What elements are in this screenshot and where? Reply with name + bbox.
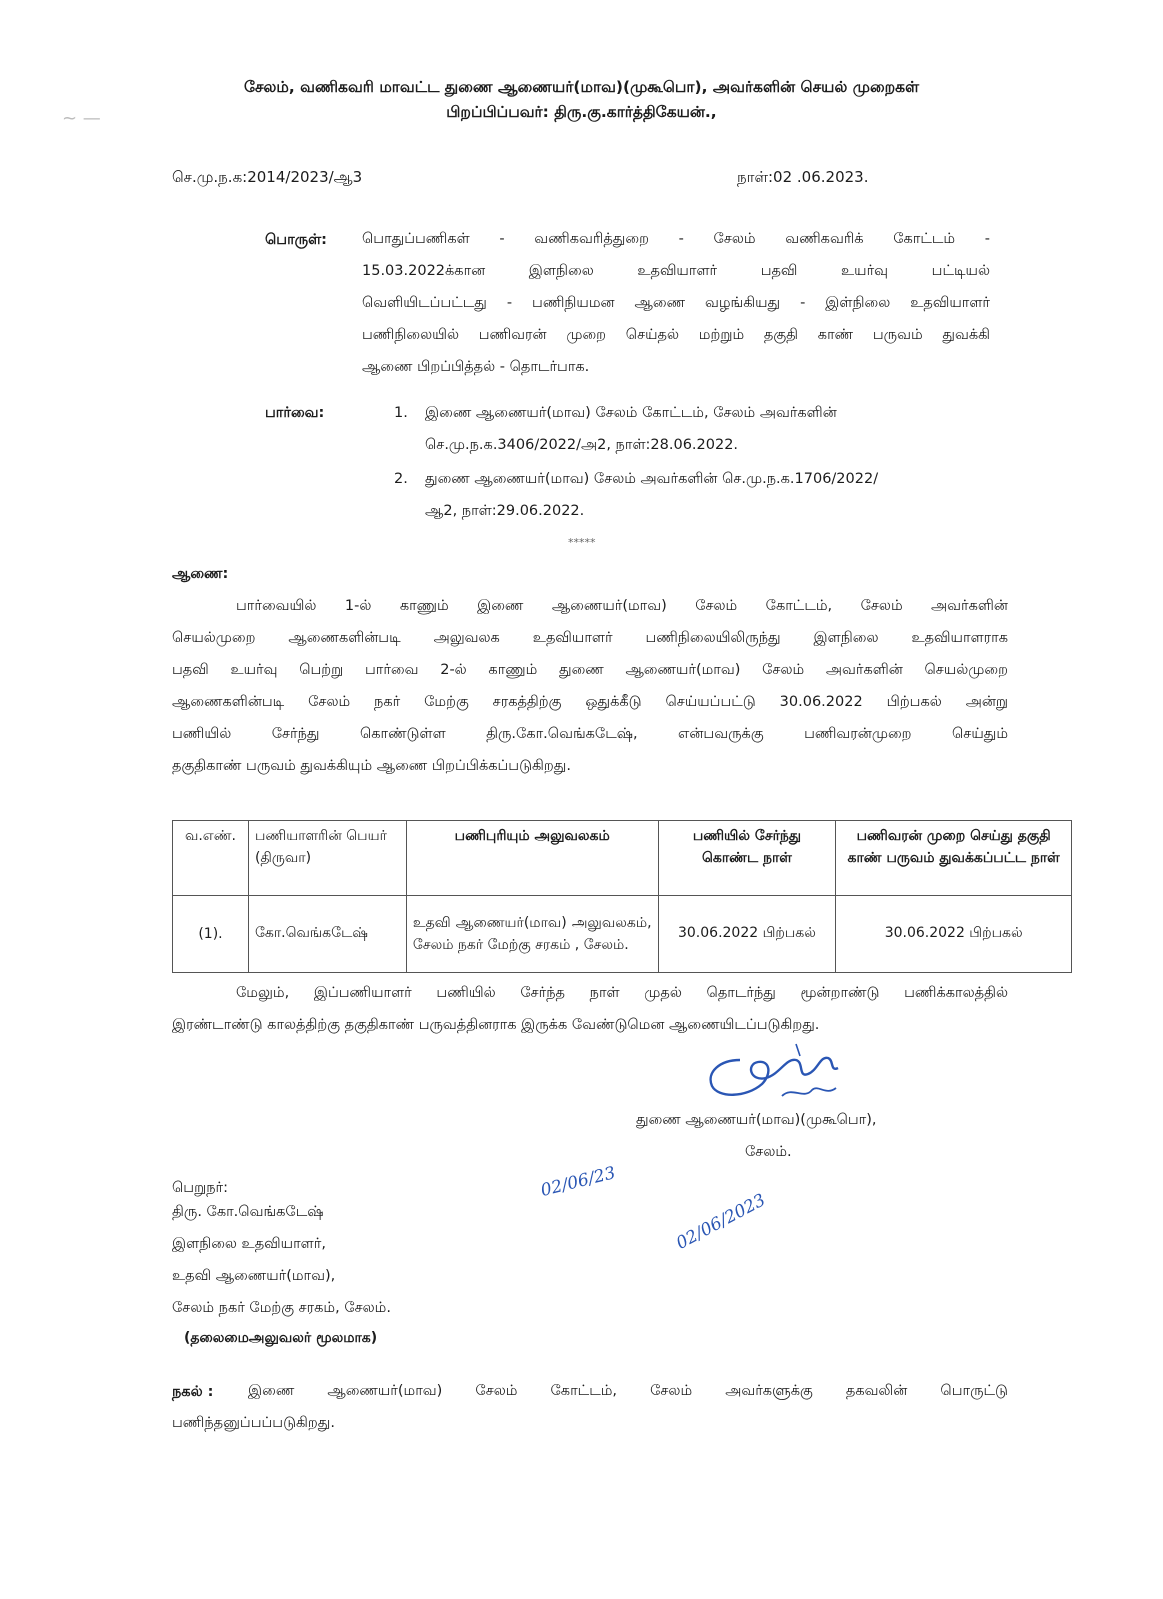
copy-line: இணை ஆணையர்(மாவ) சேலம் கோட்டம், சேலம் அவர்களுக்கு தகவலின் பொருட்டு: [248, 1383, 1008, 1399]
recipient-line: உதவி ஆணையர்(மாவ),: [172, 1268, 336, 1284]
further-order-line: மேலும், இப்பணியாளர் பணியில் சேர்ந்த நாள் முதல் தொடர்ந்து மூன்றாண்டு பணிக்காலத்தில்: [236, 985, 1008, 1001]
recipient-label: பெறுநர்:: [172, 1180, 228, 1196]
col-header-name: பணியாளரின் பெயர் (திருவா): [248, 821, 406, 896]
recipient-via: (தலைமைஅலுவலர் மூலமாக): [184, 1330, 378, 1346]
recipient-line: திரு. கோ.வெங்கடேஷ்: [172, 1204, 324, 1220]
scan-mark: ~ —: [62, 108, 101, 129]
officer-signature: [700, 1038, 860, 1118]
subject-line: பணிநிலையில் பணிவரன் முறை செய்தல் மற்றும் தகுதி காண் பருவம் துவக்கி: [362, 327, 990, 343]
cell-sno: (1).: [173, 896, 249, 973]
cell-name: கோ.வெங்கடேஷ்: [248, 896, 406, 973]
signatory-place: சேலம்.: [745, 1144, 792, 1160]
col-header-sno: வ.எண்.: [173, 821, 249, 896]
separator-stars: *****: [568, 536, 596, 549]
order-label: ஆணை:: [172, 566, 229, 582]
handwritten-date-1: 02/06/23: [538, 1163, 618, 1201]
order-paragraph-line: பதவி உயர்வு பெற்று பார்வை 2-ல் காணும் துணை ஆணையர்(மாவ) சேலம் அவர்களின் செயல்முறை: [172, 662, 1008, 678]
cell-regularized: 30.06.2022 பிற்பகல்: [836, 896, 1072, 973]
copy-label: நகல் :: [172, 1384, 214, 1400]
subject-label: பொருள்:: [265, 232, 327, 248]
order-paragraph-line: பார்வையில் 1-ல் காணும் இணை ஆணையர்(மாவ) சேலம் கோட்டம், சேலம் அவர்களின்: [236, 598, 1008, 614]
col-header-office: பணிபுரியும் அலுவலகம்: [406, 821, 658, 896]
further-order-line: இரண்டாண்டு காலத்திற்கு தகுதிகாண் பருவத்தினராக இருக்க வேண்டுமென ஆணையிடப்படுகிறது.: [172, 1017, 820, 1033]
table-row: [173, 896, 1072, 973]
subject-line: வெளியிடப்பட்டது - பணிநியமன ஆணை வழங்கியது - இள்நிலை உதவியாளர்: [362, 295, 990, 311]
order-paragraph-line: செயல்முறை ஆணைகளின்படி அலுவலக உதவியாளர் பணிநிலையிலிருந்து இளநிலை உதவியாளராக: [172, 630, 1008, 646]
handwritten-date-2: 02/06/2023: [673, 1190, 769, 1254]
subject-line: 15.03.2022க்கான இளநிலை உதவியாளர் பதவி உயர்வு பட்டியல்: [362, 263, 990, 279]
reference-item-2: துணை ஆணையர்(மாவ) சேலம் அவர்களின் செ.மு.ந.க.1706/2022/: [425, 471, 879, 487]
reference-number-2: 2.: [394, 471, 408, 487]
copy-line: பணிந்தனுப்பப்படுகிறது.: [172, 1415, 335, 1431]
document-title: சேலம், வணிகவரி மாவட்ட துணை ஆணையர்(மாவ)(முகூபொ), அவர்களின் செயல் முறைகள்: [243, 78, 920, 96]
personnel-table: [172, 820, 1072, 973]
order-paragraph-line: ஆணைகளின்படி சேலம் நகர் மேற்கு சரகத்திற்கு ஒதுக்கீடு செய்யப்பட்டு 30.06.2022 பிற்பகல் அன்று: [172, 694, 1008, 710]
reference-item-2-cont: ஆ2, நாள்:29.06.2022.: [425, 503, 585, 519]
recipient-line: இளநிலை உதவியாளர்,: [172, 1236, 326, 1252]
subject-line: ஆணை பிறப்பித்தல் - தொடர்பாக.: [362, 359, 590, 375]
table-header-row: [173, 821, 1072, 896]
signatory-designation: துணை ஆணையர்(மாவ)(முகூபொ),: [636, 1112, 877, 1128]
reference-item-1: இணை ஆணையர்(மாவ) சேலம் கோட்டம், சேலம் அவர்களின்: [425, 405, 837, 421]
col-header-regularized: பணிவரன் முறை செய்து தகுதி காண் பருவம் துவக்கப்பட்ட நாள்: [836, 821, 1072, 896]
reference-item-1-cont: செ.மு.ந.க.3406/2022/அ2, நாள்:28.06.2022.: [425, 437, 739, 453]
subject-line: பொதுப்பணிகள் - வணிகவரித்துறை - சேலம் வணிகவரிக் கோட்டம் -: [362, 231, 990, 247]
reference-number: செ.மு.ந.க:2014/2023/ஆ3: [172, 168, 363, 186]
cell-office: உதவி ஆணையர்(மாவ) அலுவலகம், சேலம் நகர் மேற்கு சரகம் , சேலம்.: [406, 896, 658, 973]
references-label: பார்வை:: [265, 405, 325, 421]
recipient-line: சேலம் நகர் மேற்கு சரகம், சேலம்.: [172, 1300, 391, 1316]
reference-number-1: 1.: [394, 405, 408, 421]
document-date: நாள்:02 .06.2023.: [737, 168, 869, 186]
col-header-joined: பணியில் சேர்ந்து கொண்ட நாள்: [658, 821, 836, 896]
cell-joined: 30.06.2022 பிற்பகல்: [658, 896, 836, 973]
order-paragraph-line: தகுதிகாண் பருவம் துவக்கியும் ஆணை பிறப்பிக்கப்படுகிறது.: [172, 758, 571, 774]
order-paragraph-line: பணியில் சேர்ந்து கொண்டுள்ள திரு.கோ.வெங்கடேஷ், என்பவருக்கு பணிவரன்முறை செய்தும்: [172, 726, 1008, 742]
issuer-line: பிறப்பிப்பவர்: திரு.கு.கார்த்திகேயன்.,: [446, 103, 717, 121]
